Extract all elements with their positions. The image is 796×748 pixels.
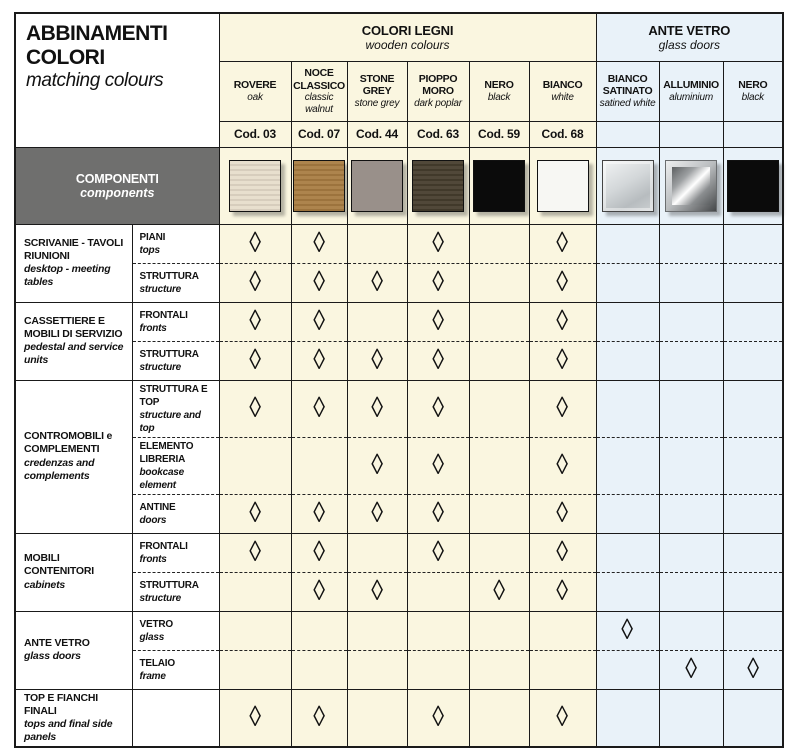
column-name: BIANCO SATINATO xyxy=(602,72,653,98)
matrix-cell-bianco-satinato xyxy=(596,689,659,747)
bianco-satinato-swatch xyxy=(602,160,654,212)
matrix-cell-bianco-satinato xyxy=(596,263,659,302)
matrix-cell-bianco xyxy=(529,302,596,341)
column-subname: satined white xyxy=(599,97,656,109)
group-label: CONTROMOBILI e COMPLEMENTI xyxy=(24,430,113,456)
matrix-cell-alluminio xyxy=(659,572,723,611)
metal-swatch-face xyxy=(672,167,710,205)
section-header-row xyxy=(15,13,783,61)
matrix-cell-bianco-satinato xyxy=(596,224,659,263)
row-label: FRONTALI xyxy=(139,309,188,321)
matrix-cell-stone-grey xyxy=(347,494,407,533)
matrix-row xyxy=(15,533,783,572)
wood-section-title: COLORI LEGNI xyxy=(361,22,454,38)
matrix-cell-noce-classico xyxy=(291,611,347,650)
column-header-rovere-oak xyxy=(219,61,291,121)
matrix-cell-alluminio xyxy=(659,437,723,494)
matrix-cell-pioppo-moro xyxy=(407,494,469,533)
group-label: TOP E FIANCHI FINALI xyxy=(24,691,99,717)
matrix-cell-noce-classico xyxy=(291,572,347,611)
group-sublabel: desktop - meeting tables xyxy=(24,263,111,289)
diamond-mark-icon: ◊ xyxy=(313,344,325,376)
row-label: VETRO xyxy=(139,618,173,630)
row-label: STRUTTURA xyxy=(139,579,199,591)
pioppo-moro-swatch xyxy=(412,160,464,212)
matrix-cell-alluminio xyxy=(659,689,723,747)
diamond-mark-icon: ◊ xyxy=(249,227,261,259)
row-group-label-scrivanie-tavoli-riunioni xyxy=(15,224,132,302)
diamond-mark-icon: ◊ xyxy=(432,305,444,337)
diamond-mark-icon: ◊ xyxy=(249,701,261,734)
matrix-cell-bianco xyxy=(529,650,596,689)
matrix-cell-noce-classico xyxy=(291,263,347,302)
column-subname: classic walnut xyxy=(304,92,334,115)
row-label: FRONTALI xyxy=(139,540,188,552)
matrix-cell-stone-grey xyxy=(347,263,407,302)
diamond-mark-icon: ◊ xyxy=(313,497,325,529)
row-group-label-cassettiere-e-mobili-di-servizio xyxy=(15,302,132,380)
diamond-mark-icon: ◊ xyxy=(556,536,569,568)
matrix-row xyxy=(15,380,783,437)
row-label-vetro xyxy=(132,611,219,650)
row-sublabel: fronts xyxy=(139,553,167,565)
matrix-cell-pioppo-moro xyxy=(407,572,469,611)
matrix-cell-nero xyxy=(723,611,783,650)
diamond-mark-icon: ◊ xyxy=(313,305,325,337)
matrix-cell-bianco-satinato xyxy=(596,494,659,533)
group-label: SCRIVANIE - TAVOLI RIUNIONI xyxy=(24,236,124,262)
components-label: COMPONENTI xyxy=(75,171,159,186)
matrix-cell-bianco xyxy=(529,341,596,380)
matrix-cell-pioppo-moro xyxy=(407,302,469,341)
matrix-cell-bianco xyxy=(529,689,596,747)
matrix-cell-stone-grey xyxy=(347,437,407,494)
matrix-cell-noce-classico xyxy=(291,650,347,689)
matrix-row xyxy=(15,224,783,263)
matrix-cell-nero xyxy=(469,224,529,263)
code-cell-cod-07: Cod. 07 xyxy=(291,121,347,147)
diamond-mark-icon: ◊ xyxy=(556,266,569,298)
matrix-cell-alluminio xyxy=(659,341,723,380)
diamond-mark-icon: ◊ xyxy=(313,575,325,607)
matrix-cell-stone-grey xyxy=(347,341,407,380)
matrix-cell-alluminio xyxy=(659,224,723,263)
matrix-cell-nero xyxy=(469,341,529,380)
matrix-cell-pioppo-moro xyxy=(407,650,469,689)
diamond-mark-icon: ◊ xyxy=(371,392,383,424)
group-sublabel: cabinets xyxy=(24,578,65,591)
matrix-cell-alluminio xyxy=(659,650,723,689)
matrix-cell-bianco-satinato xyxy=(596,611,659,650)
diamond-mark-icon: ◊ xyxy=(313,266,325,298)
row-sublabel: fronts xyxy=(139,322,167,334)
row-label: ANTINE xyxy=(139,501,176,513)
matrix-cell-noce-classico xyxy=(291,689,347,747)
matrix-cell-nero xyxy=(723,341,783,380)
matrix-cell-alluminio xyxy=(659,380,723,437)
diamond-mark-icon: ◊ xyxy=(556,497,569,529)
matrix-cell-alluminio xyxy=(659,263,723,302)
row-label: PIANI xyxy=(139,231,166,243)
diamond-mark-icon: ◊ xyxy=(249,497,261,529)
matrix-cell-noce-classico xyxy=(291,302,347,341)
code-cell-empty xyxy=(723,121,783,147)
column-name: BIANCO xyxy=(542,78,583,91)
column-subname: black xyxy=(487,91,511,103)
matrix-cell-pioppo-moro xyxy=(407,263,469,302)
matrix-cell-bianco xyxy=(529,224,596,263)
diamond-mark-icon: ◊ xyxy=(249,392,261,424)
matrix-cell-bianco xyxy=(529,437,596,494)
column-name: ALLUMINIO xyxy=(663,78,719,91)
diamond-mark-icon: ◊ xyxy=(432,344,444,376)
table-title-cell xyxy=(15,13,219,147)
swatch-cell-pioppo-moro xyxy=(407,147,469,224)
diamond-mark-icon: ◊ xyxy=(556,449,569,481)
matrix-cell-noce-classico xyxy=(291,437,347,494)
nero-swatch xyxy=(727,160,779,212)
matrix-cell-rovere xyxy=(219,224,291,263)
matrix-row xyxy=(15,302,783,341)
matrix-cell-pioppo-moro xyxy=(407,611,469,650)
row-label-telaio xyxy=(132,650,219,689)
section-header-wooden-colours xyxy=(219,13,596,61)
diamond-mark-icon: ◊ xyxy=(432,536,444,568)
nero-swatch xyxy=(473,160,525,212)
row-label: STRUTTURA E TOP xyxy=(139,383,208,408)
row-sublabel: tops xyxy=(139,244,160,256)
matrix-cell-noce-classico xyxy=(291,224,347,263)
matrix-cell-nero xyxy=(469,533,529,572)
diamond-mark-icon: ◊ xyxy=(313,392,325,424)
noce-classico-swatch xyxy=(293,160,345,212)
swatch-cell-stone-grey xyxy=(347,147,407,224)
column-subname: white xyxy=(551,91,574,103)
row-label-elemento-libreria xyxy=(132,437,219,494)
row-label: STRUTTURA xyxy=(139,270,199,282)
group-label: MOBILI CONTENITORI xyxy=(24,552,94,578)
column-subname: dark poplar xyxy=(414,97,462,109)
matrix-cell-stone-grey xyxy=(347,689,407,747)
matrix-cell-rovere xyxy=(219,341,291,380)
row-label-struttura-e-top xyxy=(132,380,219,437)
row-group-label-contromobili-e-complementi xyxy=(15,380,132,533)
swatch-cell-alluminio xyxy=(659,147,723,224)
rovere-swatch xyxy=(229,160,281,212)
swatch-cell-nero xyxy=(469,147,529,224)
group-sublabel: glass doors xyxy=(24,650,81,662)
matrix-cell-stone-grey xyxy=(347,380,407,437)
diamond-mark-icon: ◊ xyxy=(685,653,697,685)
diamond-mark-icon: ◊ xyxy=(371,266,383,298)
matrix-cell-pioppo-moro xyxy=(407,533,469,572)
matrix-cell-alluminio xyxy=(659,533,723,572)
diamond-mark-icon: ◊ xyxy=(432,266,444,298)
matrix-cell-bianco-satinato xyxy=(596,437,659,494)
column-header-alluminio-aluminium xyxy=(659,61,723,121)
code-cell-cod-44: Cod. 44 xyxy=(347,121,407,147)
matrix-cell-nero xyxy=(469,437,529,494)
matrix-cell-pioppo-moro xyxy=(407,341,469,380)
matrix-cell-bianco-satinato xyxy=(596,380,659,437)
matrix-cell-nero xyxy=(723,263,783,302)
matrix-cell-noce-classico xyxy=(291,341,347,380)
row-label: ELEMENTO LIBRERIA xyxy=(139,440,194,465)
diamond-mark-icon: ◊ xyxy=(432,701,444,734)
matrix-cell-rovere xyxy=(219,650,291,689)
matrix-cell-nero xyxy=(469,263,529,302)
code-cell-empty xyxy=(659,121,723,147)
components-row xyxy=(15,147,783,224)
swatch-cell-bianco-satinato xyxy=(596,147,659,224)
column-header-pioppo-moro-dark-poplar xyxy=(407,61,469,121)
matrix-cell-bianco xyxy=(529,572,596,611)
row-label-antine xyxy=(132,494,219,533)
column-header-bianco-white xyxy=(529,61,596,121)
swatch-cell-nero xyxy=(723,147,783,224)
row-sublabel: doors xyxy=(139,514,167,526)
diamond-mark-icon: ◊ xyxy=(556,392,569,424)
diamond-mark-icon: ◊ xyxy=(432,392,444,424)
matrix-cell-rovere xyxy=(219,302,291,341)
row-label-frontali xyxy=(132,533,219,572)
diamond-mark-icon: ◊ xyxy=(746,653,759,685)
matrix-cell-pioppo-moro xyxy=(407,437,469,494)
matrix-cell-stone-grey xyxy=(347,224,407,263)
matrix-row xyxy=(15,611,783,650)
code-cell-cod-68: Cod. 68 xyxy=(529,121,596,147)
diamond-mark-icon: ◊ xyxy=(371,497,383,529)
column-name: NERO xyxy=(738,78,768,91)
row-sublabel: structure and top xyxy=(139,409,201,434)
matrix-cell-nero xyxy=(723,380,783,437)
diamond-mark-icon: ◊ xyxy=(249,266,261,298)
diamond-mark-icon: ◊ xyxy=(432,497,444,529)
matrix-cell-bianco xyxy=(529,494,596,533)
row-label-piani xyxy=(132,224,219,263)
diamond-mark-icon: ◊ xyxy=(556,344,569,376)
row-label-struttura xyxy=(132,572,219,611)
matrix-cell-nero xyxy=(469,650,529,689)
group-sublabel: tops and final side panels xyxy=(24,717,113,743)
code-cell-cod-63: Cod. 63 xyxy=(407,121,469,147)
matrix-cell-rovere xyxy=(219,572,291,611)
wood-section-subtitle: wooden colours xyxy=(365,37,450,52)
matrix-cell-nero xyxy=(469,689,529,747)
diamond-mark-icon: ◊ xyxy=(313,701,325,734)
matrix-cell-stone-grey xyxy=(347,572,407,611)
glass-section-subtitle: glass doors xyxy=(658,37,720,52)
matrix-cell-nero xyxy=(723,437,783,494)
column-header-nero-black xyxy=(723,61,783,121)
column-header-bianco-satinato-satined-white xyxy=(596,61,659,121)
matrix-cell-nero xyxy=(723,650,783,689)
row-label-frontali xyxy=(132,302,219,341)
matrix-cell-bianco xyxy=(529,611,596,650)
matrix-cell-stone-grey xyxy=(347,650,407,689)
matrix-cell-bianco-satinato xyxy=(596,650,659,689)
column-name: NERO xyxy=(484,78,514,91)
matrix-cell-nero xyxy=(723,224,783,263)
diamond-mark-icon: ◊ xyxy=(249,305,261,337)
matrix-cell-nero xyxy=(469,302,529,341)
swatch-cell-noce-classico xyxy=(291,147,347,224)
code-cell-empty xyxy=(596,121,659,147)
matrix-cell-bianco-satinato xyxy=(596,341,659,380)
matrix-cell-nero xyxy=(469,611,529,650)
matrix-cell-bianco-satinato xyxy=(596,572,659,611)
matrix-cell-pioppo-moro xyxy=(407,689,469,747)
matrix-cell-nero xyxy=(469,380,529,437)
column-subname: black xyxy=(741,91,764,103)
row-label-struttura xyxy=(132,263,219,302)
group-label: ANTE VETRO xyxy=(24,636,90,649)
glass-section-title: ANTE VETRO xyxy=(648,22,731,38)
color-matching-table xyxy=(14,12,784,748)
section-header-glass-doors xyxy=(596,13,783,61)
column-subname: aluminium xyxy=(669,91,713,103)
components-label-cell xyxy=(15,147,219,224)
row-sublabel: glass xyxy=(139,631,165,643)
diamond-mark-icon: ◊ xyxy=(432,449,444,481)
matrix-cell-rovere xyxy=(219,437,291,494)
bianco-swatch xyxy=(537,160,589,212)
row-label: STRUTTURA xyxy=(139,348,199,360)
group-sublabel: credenzas and complements xyxy=(24,456,95,482)
matrix-cell-bianco xyxy=(529,380,596,437)
row-group-label-mobili-contenitori xyxy=(15,533,132,611)
matrix-cell-rovere xyxy=(219,494,291,533)
row-sublabel: structure xyxy=(139,283,182,295)
matrix-cell-nero xyxy=(723,494,783,533)
matrix-cell-alluminio xyxy=(659,302,723,341)
matrix-cell-rovere xyxy=(219,611,291,650)
matrix-cell-alluminio xyxy=(659,611,723,650)
matrix-cell-bianco-satinato xyxy=(596,302,659,341)
matrix-cell-stone-grey xyxy=(347,302,407,341)
matrix-cell-pioppo-moro xyxy=(407,380,469,437)
alluminio-swatch xyxy=(665,160,717,212)
column-header-nero-black xyxy=(469,61,529,121)
row-sublabel: bookcase element xyxy=(139,466,185,491)
matrix-cell-noce-classico xyxy=(291,494,347,533)
diamond-mark-icon: ◊ xyxy=(556,227,569,259)
matrix-cell-stone-grey xyxy=(347,533,407,572)
diamond-mark-icon: ◊ xyxy=(371,449,383,481)
diamond-mark-icon: ◊ xyxy=(493,575,505,607)
group-sublabel: pedestal and service units xyxy=(24,341,124,367)
matrix-cell-nero xyxy=(469,572,529,611)
diamond-mark-icon: ◊ xyxy=(371,575,383,607)
column-name: ROVERE xyxy=(233,78,277,91)
row-group-label-ante-vetro xyxy=(15,611,132,689)
column-header-stone-grey-stone-grey xyxy=(347,61,407,121)
column-subname: oak xyxy=(247,91,263,103)
matrix-cell-stone-grey xyxy=(347,611,407,650)
column-name: PIOPPO MORO xyxy=(418,72,458,98)
matrix-cell-rovere xyxy=(219,689,291,747)
row-sublabel: frame xyxy=(139,670,166,682)
diamond-mark-icon: ◊ xyxy=(432,227,444,259)
row-sublabel: structure xyxy=(139,361,182,373)
swatch-cell-bianco xyxy=(529,147,596,224)
components-sublabel: components xyxy=(80,185,155,200)
diamond-mark-icon: ◊ xyxy=(556,701,569,734)
matrix-cell-bianco xyxy=(529,263,596,302)
matrix-cell-rovere xyxy=(219,380,291,437)
group-label: CASSETTIERE E MOBILI DI SERVIZIO xyxy=(24,314,123,340)
swatch-cell-rovere xyxy=(219,147,291,224)
diamond-mark-icon: ◊ xyxy=(249,536,261,568)
diamond-mark-icon: ◊ xyxy=(313,536,325,568)
diamond-mark-icon: ◊ xyxy=(249,344,261,376)
matrix-cell-alluminio xyxy=(659,494,723,533)
row-sublabel: structure xyxy=(139,592,182,604)
column-subname: stone grey xyxy=(354,97,400,109)
row-label-struttura xyxy=(132,341,219,380)
matrix-cell-rovere xyxy=(219,533,291,572)
matrix-cell-noce-classico xyxy=(291,380,347,437)
diamond-mark-icon: ◊ xyxy=(556,305,569,337)
diamond-mark-icon: ◊ xyxy=(621,614,634,646)
matrix-cell-nero xyxy=(723,572,783,611)
matrix-cell-nero xyxy=(469,494,529,533)
matrix-cell-pioppo-moro xyxy=(407,224,469,263)
row-label-empty xyxy=(132,689,219,747)
row-group-label-top-e-fianchi-finali xyxy=(15,689,132,747)
page-title: ABBINAMENTI COLORI xyxy=(26,22,168,70)
code-cell-cod-59: Cod. 59 xyxy=(469,121,529,147)
matrix-cell-bianco-satinato xyxy=(596,533,659,572)
matrix-row xyxy=(15,689,783,747)
matrix-cell-nero xyxy=(723,689,783,747)
stone-grey-swatch xyxy=(351,160,403,212)
column-name: NOCE CLASSICO xyxy=(293,66,345,92)
row-label: TELAIO xyxy=(139,657,175,669)
diamond-mark-icon: ◊ xyxy=(556,575,569,607)
matrix-cell-noce-classico xyxy=(291,533,347,572)
matrix-cell-rovere xyxy=(219,263,291,302)
diamond-mark-icon: ◊ xyxy=(313,227,325,259)
column-name: STONE GREY xyxy=(359,72,395,98)
diamond-mark-icon: ◊ xyxy=(371,344,383,376)
code-cell-cod-03: Cod. 03 xyxy=(219,121,291,147)
matrix-cell-nero xyxy=(723,302,783,341)
page-subtitle: matching colours xyxy=(26,70,164,92)
matrix-cell-nero xyxy=(723,533,783,572)
column-header-noce-classico-classic-walnut xyxy=(291,61,347,121)
matrix-cell-bianco xyxy=(529,533,596,572)
